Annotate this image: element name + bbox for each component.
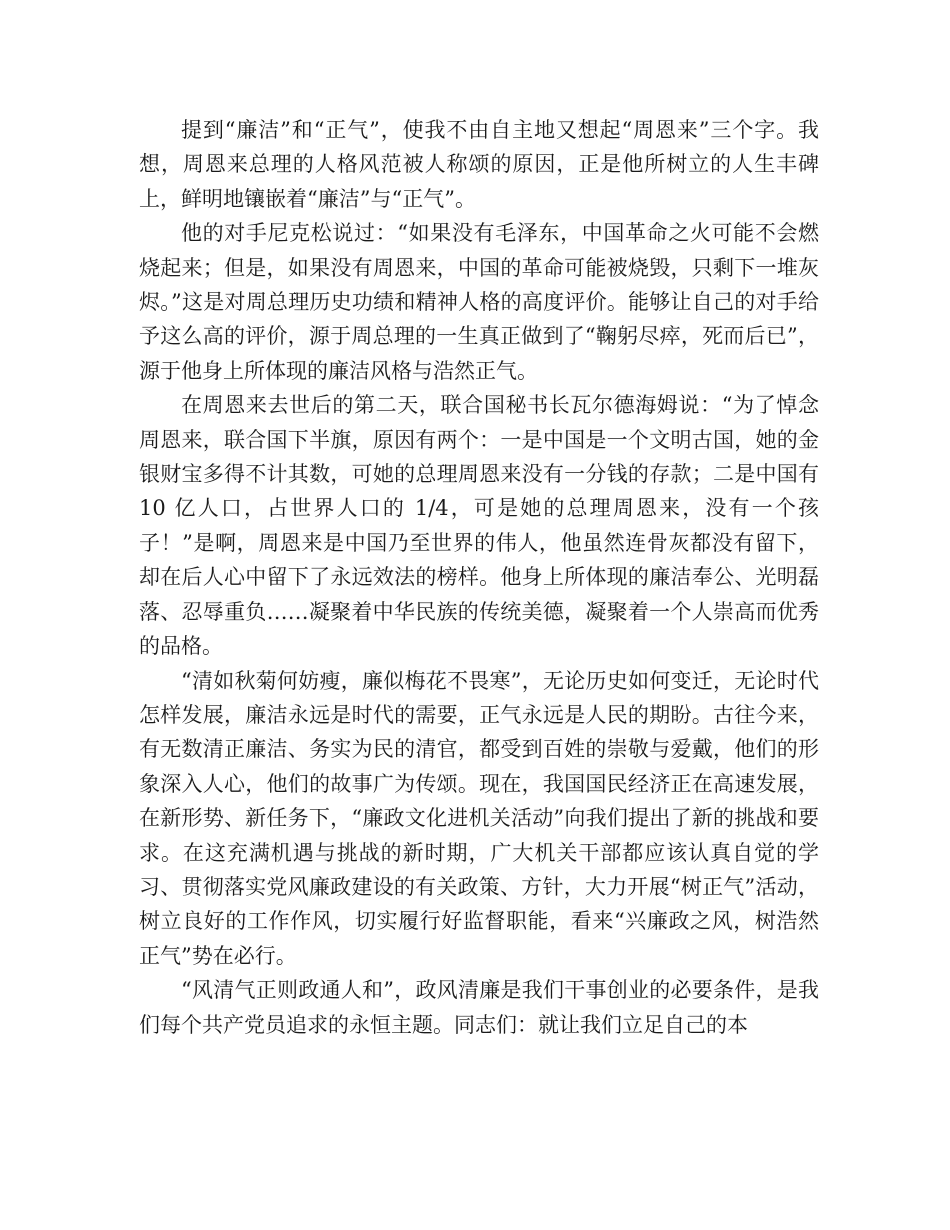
paragraph-3: 在周恩来去世后的第二天，联合国秘书长瓦尔德海姆说：“为了悼念周恩来，联合国下半旗，原因有两个：一是中国是一个文明古国，她的金银财宝多得不计其数，可她的总理周恩来没有一分钱的存款；二是中国有 10 亿人口，占世界人口的 1/4，可是她的总理周恩来，没有一个孩子！”是啊，周恩来是中国乃至世界的伟人，他虽然连骨灰都没有留下，却在后人心中留下了永远效法的榜样。他身上所体现的廉洁奉公、光明磊落、忍辱重负……凝聚着中华民族的传统美德，凝聚着一个人崇高而优秀的品格。 bbox=[139, 393, 819, 659]
paragraph-1: 提到“廉洁”和“正气”，使我不由自主地又想起“周恩来”三个字。我想，周恩来总理的人格风范被人称颂的原因，正是他所树立的人生丰碑上，鲜明地镶嵌着“廉洁”与“正气”。 bbox=[139, 118, 819, 211]
paragraph-2: 他的对手尼克松说过：“如果没有毛泽东，中国革命之火可能不会燃烧起来；但是，如果没有周恩来，中国的革命可能被烧毁，只剩下一堆灰烬。”这是对周总理历史功绩和精神人格的高度评价。能够让自己的对手给予这么高的评价，源于周总理的一生真正做到了“鞠躬尽瘁，死而后已”，源于他身上所体现的廉洁风格与浩然正气。 bbox=[139, 221, 819, 383]
paragraph-4: “清如秋菊何妨瘦，廉似梅花不畏寒”，无论历史如何变迁，无论时代怎样发展，廉洁永远是时代的需要，正气永远是人民的期盼。古往今来，有无数清正廉洁、务实为民的清官，都受到百姓的崇敬与爱戴，他们的形象深入人心，他们的故事广为传颂。现在，我国国民经济正在高速发展，在新形势、新任务下，“廉政文化进机关活动”向我们提出了新的挑战和要求。在这充满机遇与挑战的新时期，广大机关干部都应该认真自觉的学习、贯彻落实党风廉政建设的有关政策、方针，大力开展“树正气”活动，树立良好的工作作风，切实履行好监督职能，看来“兴廉政之风，树浩然正气”势在必行。 bbox=[139, 668, 819, 968]
document-body bbox=[139, 113, 819, 1042]
paragraph-5: “风清气正则政通人和”，政风清廉是我们干事创业的必要条件，是我们每个共产党员追求的永恒主题。同志们：就让我们立足自己的本 bbox=[139, 978, 819, 1037]
